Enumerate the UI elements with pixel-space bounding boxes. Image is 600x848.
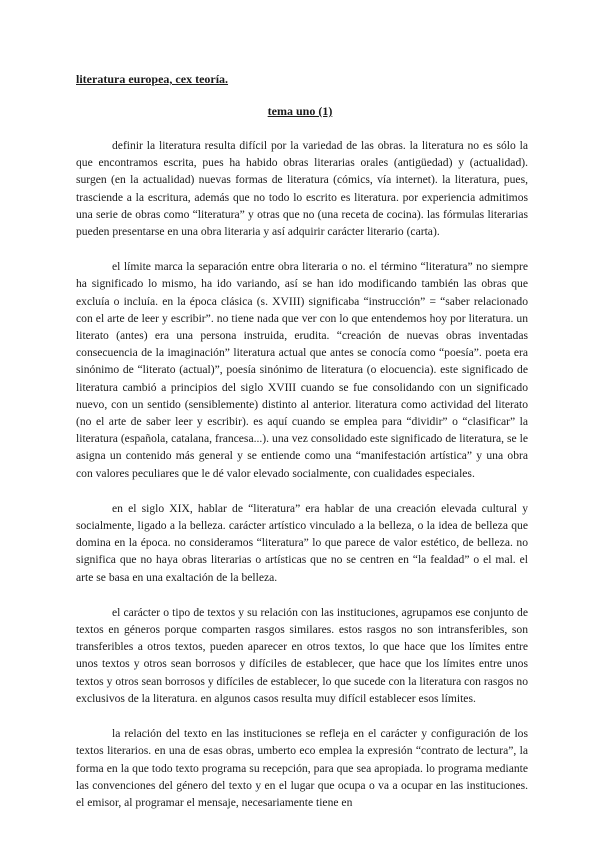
paragraph: el carácter o tipo de textos y su relación con las instituciones, agrupamos ese conjunto de textos en géneros porque comparten rasgos similares. estos rasgos no son intransferibles, son transferibles a otros textos, pueden aparecer en otros textos, lo que hace que los límites entre unos textos y otros sean borrosos y difíciles de establecer, que hace que los límites entre unos textos y otros sean borrosos y difíciles de establecer, lo que sucede con la literatura con rasgos no exclusivos de la literatura. en algunos casos resulta muy difícil establecer esos límites. [76, 605, 528, 705]
document-header: literatura europea, cex teoría. [76, 72, 229, 86]
paragraph: definir la literatura resulta difícil por la variedad de las obras. la literatura no es sólo la que encontramos escrita, pues ha habido obras literarias orales (antigüedad) y (actualidad). surgen (en la actualidad) nuevas formas de literatura (cómics, vía internet). la literatura, pues, trasciende a la escritura, además que no todo lo escrito es literatura. por experiencia admitimos una serie de obras como “literatura” y otras que no (una receta de cocina). las fórmulas literarias pueden presentarse en una obra literaria y así adquirir carácter literario (carta). [76, 139, 528, 239]
document-body [76, 137, 528, 829]
paragraph: en el siglo XIX, hablar de “literatura” era hablar de una creación elevada cultural y socialmente, ligado a la belleza. carácter artístico vinculado a la belleza, o la idea de belleza que domina en la época. no consideramos “literatura” lo que parece de valor estético, de belleza. no significa que no haya obras literarias o artísticas que no se centren en “la fealdad” o el mal. el arte se basa en una exaltación de la belleza. [76, 501, 528, 584]
paragraph: la relación del texto en las instituciones se refleja en el carácter y configuración de los textos literarios. en una de esas obras, umberto eco emplea la expresión “contrato de lectura”, la forma en la que todo texto programa su recepción, para que sea apropiada. lo programa mediante las convenciones del género del texto y en el lugar que ocupa o va a ocupar en las instituciones. el emisor, al programar el mensaje, necesariamente tiene en [76, 727, 528, 809]
paragraph: el límite marca la separación entre obra literaria o no. el término “literatura” no siempre ha significado lo mismo, ha ido variando, así se han ido modificando también las obras que excluía o incluía. en la época clásica (s. XVIII) significaba “instrucción” = “saber relacionado con el arte de leer y escribir”. no tiene nada que ver con lo que entendemos hoy por literatura. un literato (antes) era una persona instruida, erudita. “creación de nuevas obras inventadas consecuencia de la imaginación” literatura actual que antes se conocía como “poesía”. poeta era sinónimo de “literato (actual)”, poesía sinónimo de literatura (o elocuencia). este significado de literatura cambió a principios del siglo XVIII cuando se fue consolidando con un significado nuevo, con un sentido (sensiblemente) distinto al anterior. literatura como actividad del literato (no el arte de saber leer y escribir). es aquí cuando se emplea para “dividir” o “clasificar” la literatura (española, catalana, francesa...). una vez consolidado este significado de literatura, se le asigna un contenido más general y se entiende como una “manifestación artística” y una obra con valores peculiares que le dé valor elevado socialmente, con cualidades especiales. [76, 260, 528, 480]
section-title: tema uno (1) [267, 104, 333, 118]
